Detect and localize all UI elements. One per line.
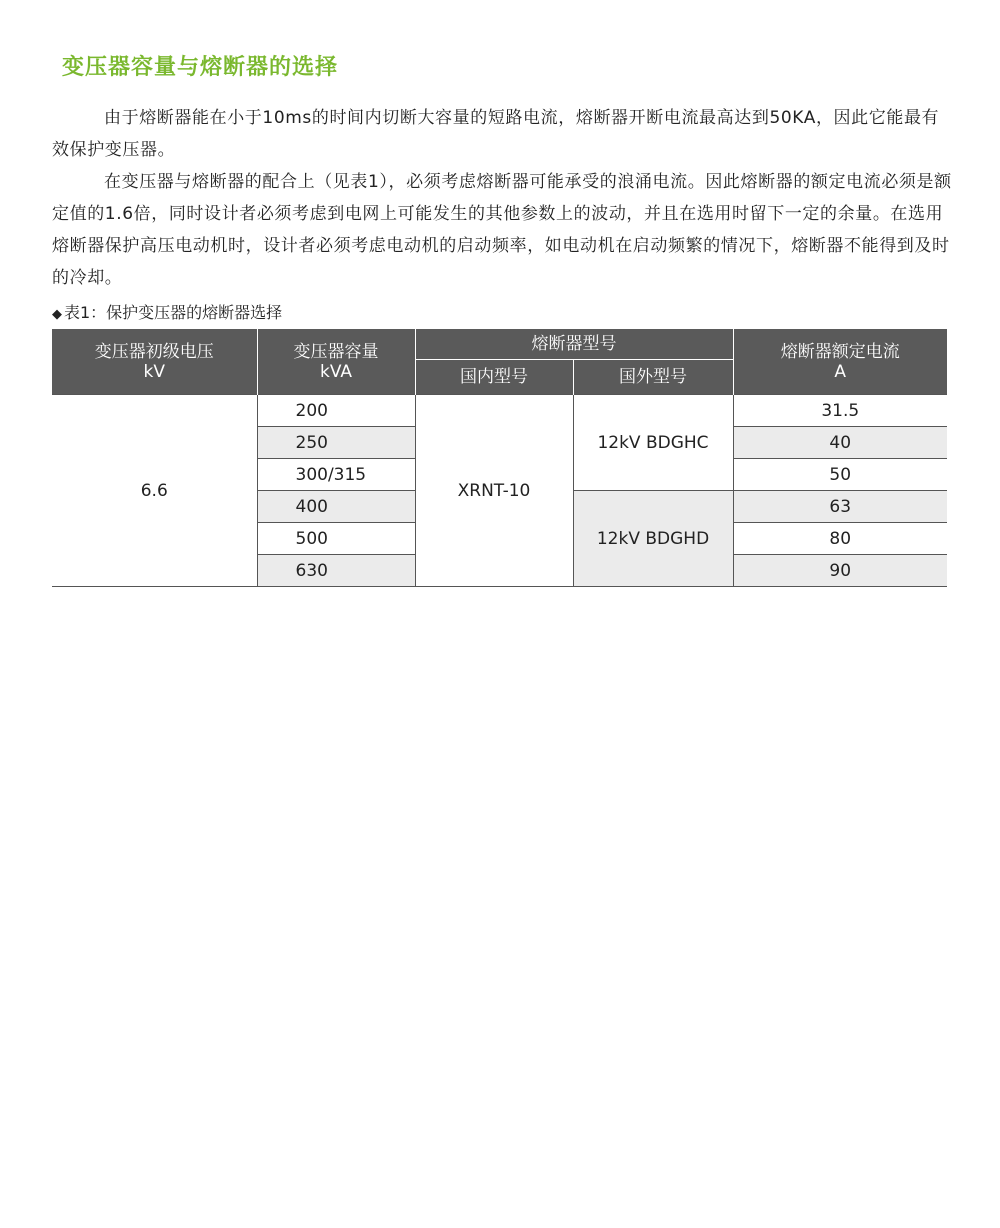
header-capacity-unit: kVA bbox=[319, 361, 353, 382]
header-fuse-model: 熔断器型号 bbox=[415, 329, 733, 360]
header-capacity-label: 变压器容量 bbox=[293, 341, 379, 362]
header-current bbox=[733, 329, 947, 395]
fuse-selection-table bbox=[52, 329, 947, 587]
header-capacity bbox=[257, 329, 415, 395]
capacity-cell: 400 bbox=[257, 491, 415, 523]
page-title: 变压器容量与熔断器的选择 bbox=[62, 55, 339, 80]
table-caption-text: 表1：保护变压器的熔断器选择 bbox=[64, 303, 283, 322]
foreign-model-cell: 12kV BDGHD bbox=[573, 491, 733, 587]
current-cell: 31.5 bbox=[733, 395, 947, 427]
paragraph-fuse-matching: 在变压器与熔断器的配合上（见表1），必须考虑熔断器可能承受的浪涌电流。因此熔断器的额定电流必须是额定值的1.6倍，同时设计者必须考虑到电网上可能发生的其他参数上的波动，并且在选用时留下一定的余量。在选用熔断器保护高压电动机时，设计者必须考虑电动机的启动频率，如电动机在启动频繁的情况下，熔断器不能得到及时的冷却。 bbox=[52, 172, 952, 288]
header-foreign-model: 国外型号 bbox=[573, 360, 733, 395]
header-voltage-unit: kV bbox=[143, 361, 165, 382]
header-current-unit: A bbox=[834, 361, 847, 382]
current-cell: 50 bbox=[733, 459, 947, 491]
capacity-cell: 250 bbox=[257, 427, 415, 459]
capacity-cell: 630 bbox=[257, 555, 415, 587]
table-caption bbox=[52, 300, 282, 323]
header-voltage bbox=[52, 329, 257, 395]
domestic-model-cell: XRNT-10 bbox=[415, 395, 573, 587]
voltage-cell: 6.6 bbox=[52, 395, 257, 587]
current-cell: 63 bbox=[733, 491, 947, 523]
foreign-model-cell: 12kV BDGHC bbox=[573, 395, 733, 491]
capacity-cell: 500 bbox=[257, 523, 415, 555]
capacity-cell: 300/315 bbox=[257, 459, 415, 491]
header-domestic-model: 国内型号 bbox=[415, 360, 573, 395]
capacity-cell: 200 bbox=[257, 395, 415, 427]
header-current-label: 熔断器额定电流 bbox=[780, 341, 900, 362]
diamond-bullet-icon: ◆ bbox=[52, 307, 62, 322]
current-cell: 80 bbox=[733, 523, 947, 555]
current-cell: 90 bbox=[733, 555, 947, 587]
paragraph-fuse-breaking: 由于熔断器能在小于10ms的时间内切断大容量的短路电流，熔断器开断电流最高达到50KA，因此它能最有效保护变压器。 bbox=[52, 108, 940, 160]
current-cell: 40 bbox=[733, 427, 947, 459]
header-voltage-label: 变压器初级电压 bbox=[94, 341, 214, 362]
